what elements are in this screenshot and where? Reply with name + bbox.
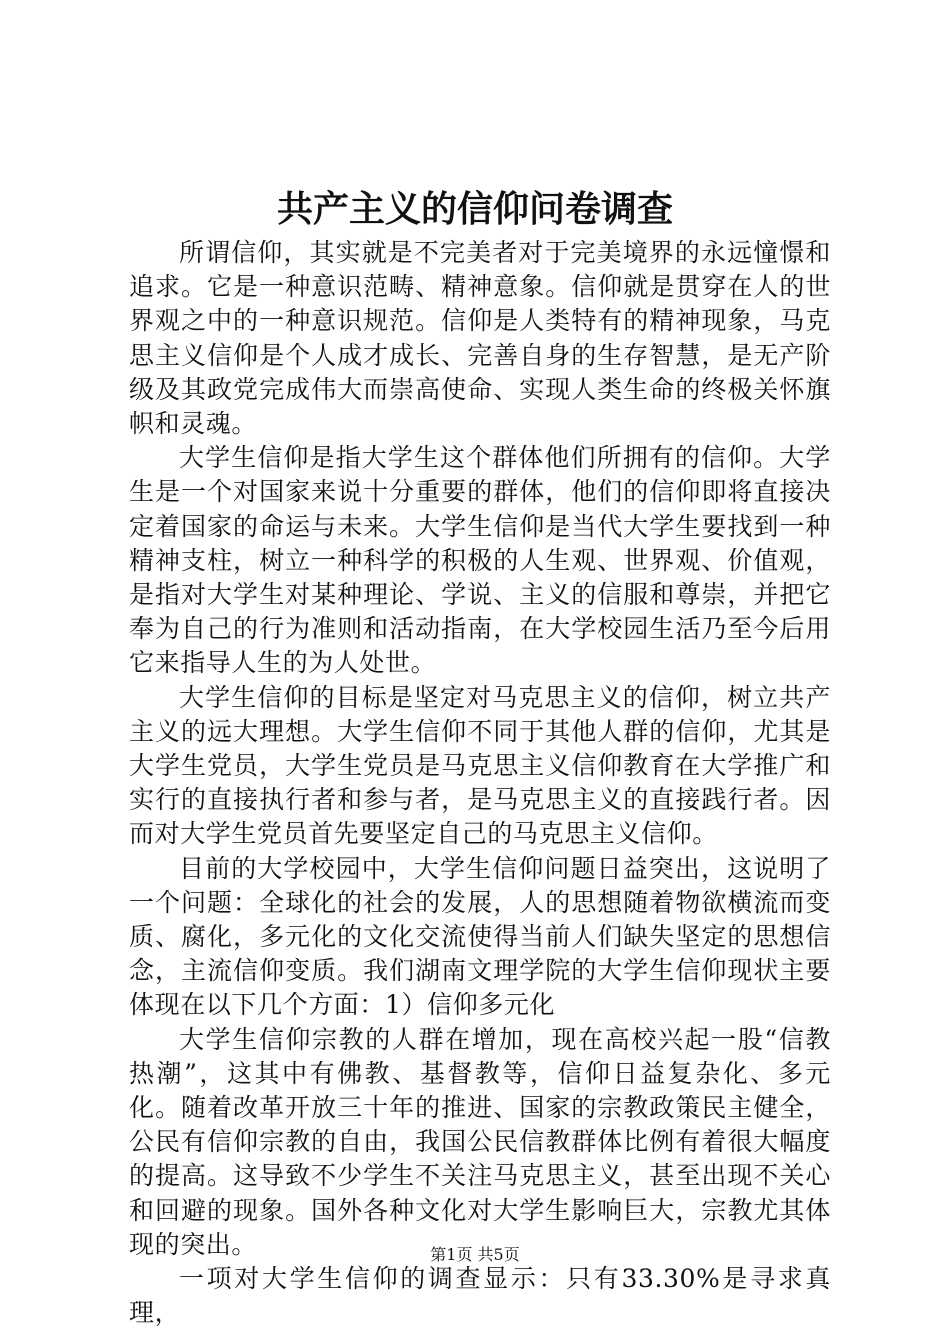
page-footer: 第1页 共5页 xyxy=(430,1245,520,1264)
paragraph-3: 大学生信仰的目标是坚定对马克思主义的信仰，树立共产主义的远大理想。大学生信仰不同于其他人群的信仰，尤其是大学生党员，大学生党员是马克思主义信仰教育在大学推广和实行的直接执行者和参与者，是马克思主义的直接践行者。因而对大学生党员首先要坚定自己的马克思主义信仰。 xyxy=(129,682,831,849)
document-title: 共产主义的信仰问卷调查 xyxy=(276,188,673,230)
document-body xyxy=(129,236,831,1331)
paragraph-1: 所谓信仰，其实就是不完美者对于完美境界的永远憧憬和追求。它是一种意识范畴、精神意象。信仰就是贯穿在人的世界观之中的一种意识规范。信仰是人类特有的精神现象，马克思主义信仰是个人成才成长、完善自身的生存智慧，是无产阶级及其政党完成伟大而崇高使命、实现人类生命的终极关怀旗帜和灵魂。 xyxy=(129,238,831,439)
paragraph-4: 目前的大学校园中，大学生信仰问题日益突出，这说明了一个问题：全球化的社会的发展，人的思想随着物欲横流而变质、腐化，多元化的文化交流使得当前人们缺失坚定的思想信念，主流信仰变质。我们湖南文理学院的大学生信仰现状主要体现在以下几个方面：1）信仰多元化 xyxy=(129,853,831,1020)
paragraph-6: 一项对大学生信仰的调查显示：只有33.30%是寻求真理， xyxy=(129,1264,831,1328)
paragraph-2: 大学生信仰是指大学生这个群体他们所拥有的信仰。大学生是一个对国家来说十分重要的群体，他们的信仰即将直接决定着国家的命运与未来。大学生信仰是当代大学生要找到一种精神支柱，树立一种科学的积极的人生观、世界观、价值观，是指对大学生对某种理论、学说、主义的信服和尊崇，并把它奉为自己的行为准则和活动指南，在大学校园生活乃至今后用它来指导人生的为人处世。 xyxy=(129,443,831,678)
paragraph-5: 大学生信仰宗教的人群在增加，现在高校兴起一股“信教热潮”，这其中有佛教、基督教等，信仰日益复杂化、多元化。随着改革开放三十年的推进、国家的宗教政策民主健全，公民有信仰宗教的自由，我国公民信教群体比例有着很大幅度的提高。这导致不少学生不关注马克思主义，甚至出现不关心和回避的现象。国外各种文化对大学生影响巨大，宗教尤其体现的突出。 xyxy=(129,1024,831,1259)
